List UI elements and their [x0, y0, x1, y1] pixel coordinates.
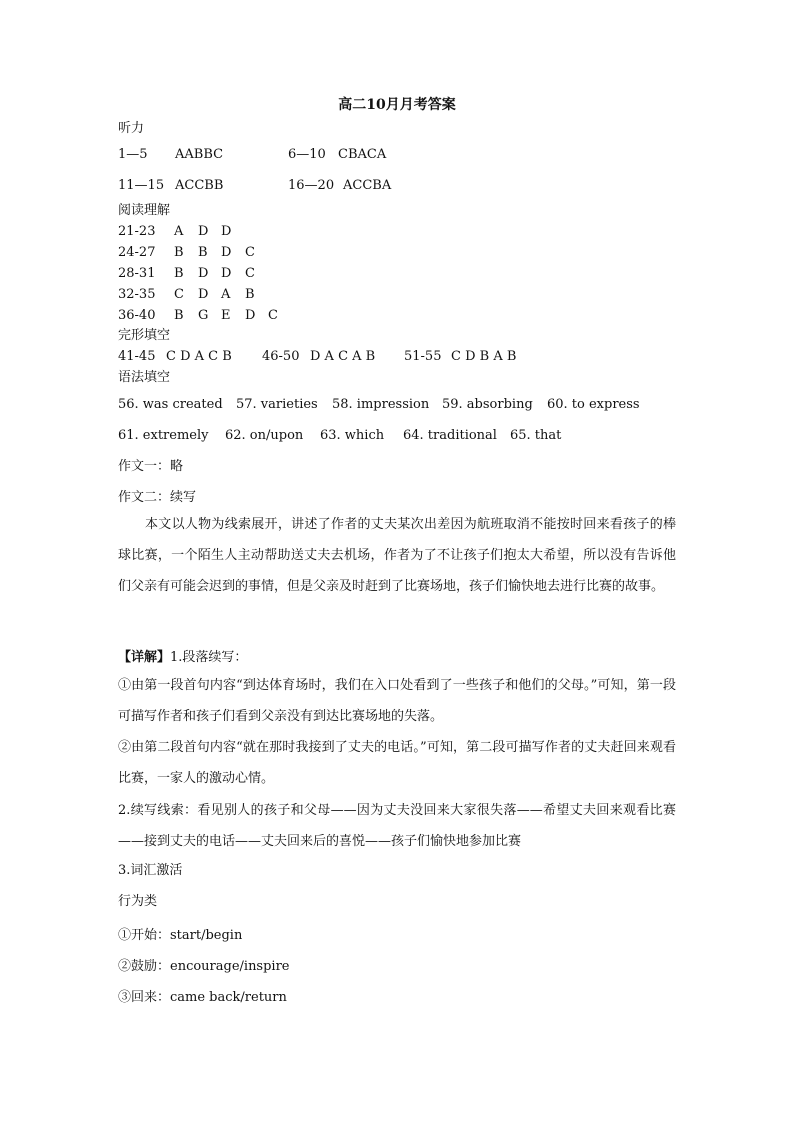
- reading-range: 32-35: [118, 287, 156, 302]
- vocab-category: 行为类: [118, 894, 158, 909]
- reading-answer: B: [174, 266, 184, 281]
- reading-answer: C: [245, 245, 255, 260]
- listening-range: 1—5: [118, 147, 148, 162]
- reading-answer: B: [245, 287, 255, 302]
- reading-range: 28-31: [118, 266, 156, 281]
- grammar-answer: 61. extremely: [118, 428, 209, 443]
- reading-answer: A: [221, 287, 231, 302]
- story-summary: 本文以人物为线索展开，讲述了作者的丈夫某次出差因为航班取消不能按时回来看孩子的棒球比赛，一个陌生人主动帮助送丈夫去机场，作者为了不让孩子们抱太大希望，所以没有告诉他们父亲有可能会迟到的事情，但是父亲及时赶到了比赛场地，孩子们愉快地去进行比赛的故事。: [118, 517, 676, 594]
- reading-answer: E: [221, 308, 231, 323]
- grammar-answer: 57. varieties: [236, 397, 318, 412]
- vocab-item: ③回来：came back/return: [118, 990, 287, 1005]
- detail-heading: [118, 650, 247, 666]
- reading-range: 24-27: [118, 245, 156, 260]
- reading-answer: D: [221, 266, 232, 281]
- reading-answer: D: [221, 245, 232, 260]
- vocab-heading: 3.词汇激活: [118, 863, 183, 878]
- cloze-answers: C D A C B: [166, 349, 232, 364]
- detail-title: 1.段落续写：: [170, 650, 248, 665]
- cloze-answers: D A C A B: [310, 349, 376, 364]
- continuation-clues: 2.续写线索：看见别人的孩子和父母——因为丈夫没回来大家很失落——希望丈夫回来观看比赛——接到丈夫的电话——丈夫回来后的喜悦——孩子们愉快地参加比赛: [118, 803, 676, 849]
- reading-answer: D: [198, 224, 209, 239]
- listening-heading: 听力: [118, 121, 145, 136]
- reading-answer: B: [174, 308, 184, 323]
- cloze-range: 41-45: [118, 349, 156, 364]
- detail-point-2: ②由第二段首句内容“就在那时我接到了丈夫的电话。”可知，第二段可描写作者的丈夫赶回来观看比赛，一家人的激动心情。: [118, 740, 676, 786]
- grammar-answer: 62. on/upon: [225, 428, 304, 443]
- detail-tag: 【详解】: [118, 650, 171, 665]
- listening-answers: ACCBB: [175, 178, 224, 193]
- listening-range: 11—15: [118, 178, 165, 193]
- reading-answer: C: [268, 308, 278, 323]
- reading-range: 21-23: [118, 224, 156, 239]
- reading-range: 36-40: [118, 308, 156, 323]
- reading-answer: G: [198, 308, 209, 323]
- grammar-answer: 63. which: [320, 428, 385, 443]
- essay-one-line: 作文一：略: [118, 459, 184, 474]
- cloze-answers: C D B A B: [451, 349, 517, 364]
- reading-answer: D: [221, 224, 232, 239]
- reading-answer: D: [198, 266, 209, 281]
- listening-range: 16—20: [288, 178, 335, 193]
- grammar-answer: 64. traditional: [403, 428, 497, 443]
- reading-answer: C: [174, 287, 184, 302]
- essay-two-line: 作文二：续写: [118, 490, 197, 505]
- grammar-answer: 60. to express: [547, 397, 640, 412]
- cloze-range: 46-50: [262, 349, 300, 364]
- listening-answers: CBACA: [338, 147, 387, 162]
- listening-range: 6—10: [288, 147, 326, 162]
- grammar-answer: 58. impression: [332, 397, 430, 412]
- vocab-item: ①开始：start/begin: [118, 928, 243, 943]
- grammar-heading: 语法填空: [118, 370, 171, 385]
- reading-answer: B: [198, 245, 208, 260]
- listening-answers: AABBC: [175, 147, 224, 162]
- reading-answer: A: [174, 224, 184, 239]
- reading-answer: D: [245, 308, 256, 323]
- reading-heading: 阅读理解: [118, 203, 171, 218]
- page-title: 高二10月月考答案: [338, 97, 456, 113]
- cloze-heading: 完形填空: [118, 328, 171, 343]
- detail-point-1: ①由第一段首句内容“到达体育场时，我们在入口处看到了一些孩子和他们的父母。”可知，第一段可描写作者和孩子们看到父亲没有到达比赛场地的失落。: [118, 678, 676, 724]
- listening-answers: ACCBA: [343, 178, 392, 193]
- cloze-range: 51-55: [404, 349, 442, 364]
- grammar-answer: 59. absorbing: [442, 397, 533, 412]
- vocab-item: ②鼓励：encourage/inspire: [118, 959, 290, 974]
- reading-answer: D: [198, 287, 209, 302]
- grammar-answer: 56. was created: [118, 397, 223, 412]
- reading-answer: B: [174, 245, 184, 260]
- grammar-answer: 65. that: [510, 428, 562, 443]
- reading-answer: C: [245, 266, 255, 281]
